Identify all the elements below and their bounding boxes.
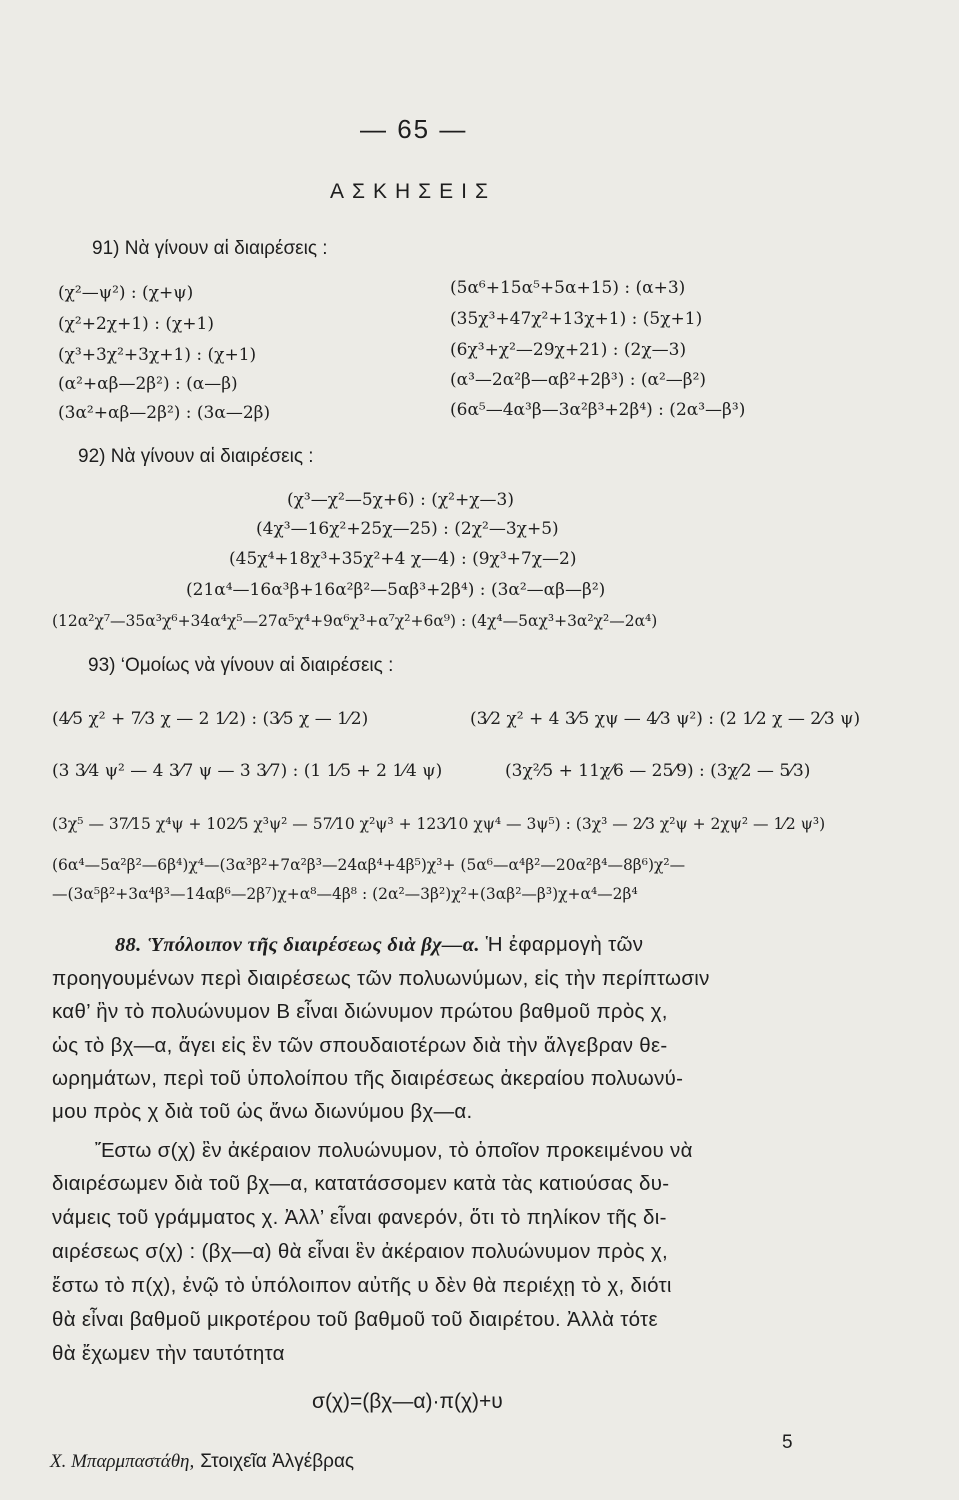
exercise-93-row-5: —(3α⁵β²+3α⁴β³—14αβ⁶—2β⁷)χ+α⁸—4β⁸ : (2α²—3β²)χ²+(3αβ²—β³)χ+α⁴—2β⁴ (52, 885, 638, 903)
section-88-p2-line-2: διαιρέσωμεν διὰ τοῦ βχ—α, κατατάσσομεν κατὰ τὰς κατιούσας δυ- (52, 1172, 670, 1195)
section-88-p1-line-4: ὡς τὸ βχ—α, ἄγει εἰς ἓν τῶν σπουδαιοτέρων διὰ τὴν ἄλγεβραν θε- (52, 1034, 668, 1057)
exercise-92-line-1: (χ³—χ²—5χ+6) : (χ²+χ—3) (287, 490, 514, 510)
section-88-p2-line-1: Ἔστω σ(χ) ἓν ἀκέραιον πολυώνυμον, τὸ ὁποῖον προκειμένου νὰ (95, 1139, 693, 1162)
section-88-p1-line-6: μου πρὸς χ διὰ τοῦ ὡς ἄνω διωνύμου βχ—α. (52, 1100, 473, 1123)
signature-mark: 5 (782, 1432, 793, 1453)
exercise-92-line-3: (45χ⁴+18χ³+35χ²+4 χ—4) : (9χ³+7χ—2) (229, 549, 577, 569)
section-88-p2-line-7: θὰ ἔχωμεν τὴν ταυτότητα (52, 1342, 285, 1365)
footer-credit (50, 1450, 354, 1473)
exercise-91-title: 91) Νὰ γίνουν αἱ διαιρέσεις : (92, 238, 328, 259)
section-88-p1-line-5: ωρημάτων, περὶ τοῦ ὑπολοίπου τῆς διαιρέσεως ἀκεραίου πολυωνύ- (52, 1067, 684, 1090)
exercise-92-line-5: (12α²χ⁷—35α³χ⁶+34α⁴χ⁵—27α⁵χ⁴+9α⁶χ³+α⁷χ²+6α⁹) : (4χ⁴—5αχ³+3α²χ²—2α⁴) (52, 612, 658, 630)
section-88-p2-line-4: αιρέσεως σ(χ) : (βχ—α) θὰ εἶναι ἓν ἀκέραιον πολυώνυμον πρὸς χ, (52, 1240, 669, 1263)
page-number: — 65 — (360, 114, 468, 144)
section-88-p2-line-5: ἔστω τὸ π(χ), ἐνῷ τὸ ὑπόλοιπον αὐτῆς υ δὲν θὰ περιέχῃ τὸ χ, διότι (52, 1274, 672, 1297)
exercise-91-right-1: (5α⁶+15α⁵+5α+15) : (α+3) (450, 278, 686, 298)
exercise-91-right-5: (6α⁵—4α³β—3α²β³+2β⁴) : (2α³—β³) (450, 400, 746, 420)
exercise-93-row-1-right: (3⁄2 χ² + 4 3⁄5 χψ — 4⁄3 ψ²) : (2 1⁄2 χ — 2⁄3 ψ) (470, 709, 861, 729)
exercise-91-right-2: (35χ³+47χ²+13χ+1) : (5χ+1) (450, 309, 703, 329)
exercise-91-left-4: (α²+αβ—2β²) : (α—β) (58, 374, 238, 394)
exercise-92-title: 92) Νὰ γίνουν αἱ διαιρέσεις : (78, 446, 314, 467)
section-88-p1-line-1: Ἡ ἐφαρμογὴ τῶν (485, 933, 644, 956)
exercise-93-row-1-left: (4⁄5 χ² + 7⁄3 χ — 2 1⁄2) : (3⁄5 χ — 1⁄2) (52, 709, 369, 729)
exercise-93-row-3: (3χ⁵ — 37⁄15 χ⁴ψ + 102⁄5 χ³ψ² — 57⁄10 χ²ψ³ + 123⁄10 χψ⁴ — 3ψ⁵) : (3χ³ — 2⁄3 χ²ψ + 2χψ² — 1⁄2 ψ³) (52, 815, 826, 833)
section-88-number: 88. (115, 934, 142, 956)
exercise-92-line-2: (4χ³—16χ²+25χ—25) : (2χ²—3χ+5) (256, 519, 559, 539)
footer-author: Χ. Μπαρμπαστάθη, (50, 1451, 195, 1472)
section-88-p2-line-6: θὰ εἶναι βαθμοῦ μικροτέρου τοῦ βαθμοῦ τοῦ διαιρέτου. Ἀλλὰ τότε (52, 1308, 658, 1331)
identity-formula: σ(χ)=(βχ—α)·π(χ)+υ (312, 1390, 503, 1413)
page-heading: ΑΣΚΗΣΕΙΣ (330, 180, 496, 203)
section-88-title: Ὑπόλοιπον τῆς διαιρέσεως διὰ βχ—α. (147, 934, 480, 956)
exercise-93-title: 93) ‘Ομοίως νὰ γίνουν αἱ διαιρέσεις : (88, 655, 394, 676)
exercise-91-left-2: (χ²+2χ+1) : (χ+1) (58, 314, 214, 334)
exercise-91-right-4: (α³—2α²β—αβ²+2β³) : (α²—β²) (450, 370, 707, 390)
section-88-p1-line-2: προηγουμένων περὶ διαιρέσεως τῶν πολυωνύμων, εἰς τὴν περίπτωσιν (52, 967, 710, 990)
section-88-heading (115, 933, 643, 957)
exercise-92-line-4: (21α⁴—16α³β+16α²β²—5αβ³+2β⁴) : (3α²—αβ—β²) (186, 580, 606, 600)
exercise-93-row-2-right: (3χ²⁄5 + 11χ⁄6 — 25⁄9) : (3χ⁄2 — 5⁄3) (505, 761, 811, 781)
section-88-p1-line-3: καθ’ ἣν τὸ πολυώνυμον Β εἶναι διώνυμον πρώτου βαθμοῦ πρὸς χ, (52, 1000, 668, 1023)
exercise-91-left-1: (χ²—ψ²) : (χ+ψ) (58, 283, 194, 303)
exercise-93-row-4: (6α⁴—5α²β²—6β⁴)χ⁴—(3α³β²+7α²β³—24αβ⁴+4β⁵)χ³+ (5α⁶—α⁴β²—20α²β⁴—8β⁶)χ²— (52, 856, 686, 874)
exercise-91-right-3: (6χ³+χ²—29χ+21) : (2χ—3) (450, 340, 687, 360)
section-88-p2-line-3: νάμεις τοῦ γράμματος χ. Ἀλλ’ εἶναι φανερόν, ὅτι τὸ πηλίκον τῆς δι- (52, 1206, 667, 1229)
exercise-91-left-5: (3α²+αβ—2β²) : (3α—2β) (58, 403, 271, 423)
exercise-93-row-2-left: (3 3⁄4 ψ² — 4 3⁄7 ψ — 3 3⁄7) : (1 1⁄5 + 2 1⁄4 ψ) (52, 761, 443, 781)
footer-book-title: Στοιχεῖα Ἀλγέβρας (200, 1451, 355, 1472)
exercise-91-left-3: (χ³+3χ²+3χ+1) : (χ+1) (58, 345, 257, 365)
